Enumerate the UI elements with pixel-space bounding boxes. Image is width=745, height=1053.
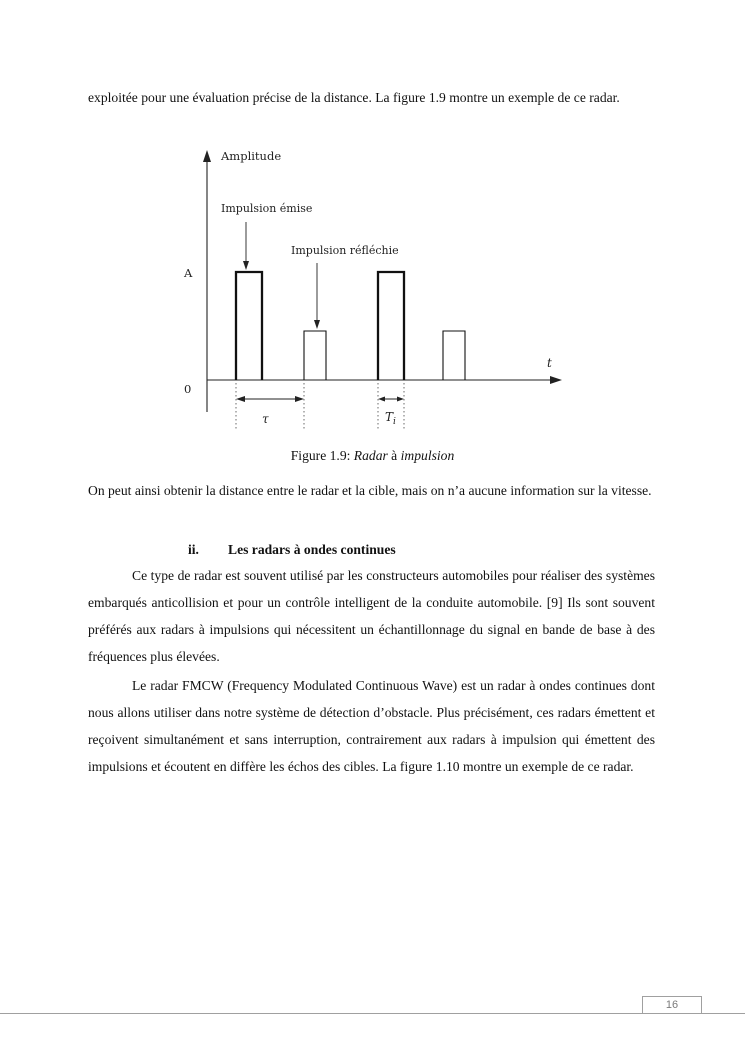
- tau-arrow-right: [295, 396, 304, 402]
- emitted-pulse-2: [378, 272, 404, 380]
- section-title: Les radars à ondes continues: [228, 542, 396, 557]
- tau-label: τ: [262, 412, 269, 426]
- reflected-pulse-arrowhead: [314, 320, 320, 329]
- paragraph-continuous-wave-usage: Ce type de radar est souvent utilisé par les constructeurs automobiles pour réaliser des systèmes embarqués anticollision et pour un contrôle intelligent de la conduite automobile. [9] Ils sont souvent préférés aux radars à impulsions qui nécessitent un échantillonnage du signal en bande de base à des fréquences plus élevées.: [88, 568, 655, 664]
- paragraph-intro: exploitée pour une évaluation précise de la distance. La figure 1.9 montre un exemple de ce radar.: [88, 90, 620, 105]
- emitted-pulse-label: Impulsion émise: [221, 202, 313, 215]
- footer-rule: [0, 1013, 745, 1014]
- y-axis-arrow: [203, 150, 211, 162]
- ti-arrow-left: [378, 397, 385, 402]
- y-axis-label: Amplitude: [221, 149, 282, 163]
- x-axis-arrow: [550, 376, 562, 384]
- figure-caption: Figure 1.9: Radar à impulsion: [290, 448, 455, 463]
- paragraph-fmcw: Le radar FMCW (Frequency Modulated Continuous Wave) est un radar à ondes continues dont nous allons utiliser dans notre système de détection d’obstacle. Plus précisément, ces radars émettent et reçoivent simultanément et sans interruption, contrairement aux radars à impulsion qui émettent des impulsions et écoutent en diffère les échos des cibles. La figure 1.10 montre un exemple de ce radar.: [88, 678, 655, 774]
- level-a-label: A: [184, 266, 193, 280]
- page-number: 16: [642, 996, 702, 1013]
- emitted-pulse-1: [236, 272, 262, 380]
- reflected-pulse-label: Impulsion réfléchie: [291, 244, 399, 257]
- ti-label: $T_i$: [385, 410, 396, 427]
- level-0-label: 0: [184, 382, 192, 396]
- emitted-pulse-arrowhead: [243, 261, 249, 270]
- pulse-radar-figure: [0, 0, 745, 440]
- reflected-pulse-1: [304, 331, 326, 380]
- ti-arrow-right: [397, 397, 404, 402]
- paragraph-pulse-limitation: On peut ainsi obtenir la distance entre le radar et la cible, mais on n’a aucune information sur la vitesse.: [88, 483, 652, 498]
- section-number: ii.: [188, 542, 199, 557]
- reflected-pulse-2: [443, 331, 465, 380]
- x-axis-label: t: [547, 356, 552, 370]
- tau-arrow-left: [236, 396, 245, 402]
